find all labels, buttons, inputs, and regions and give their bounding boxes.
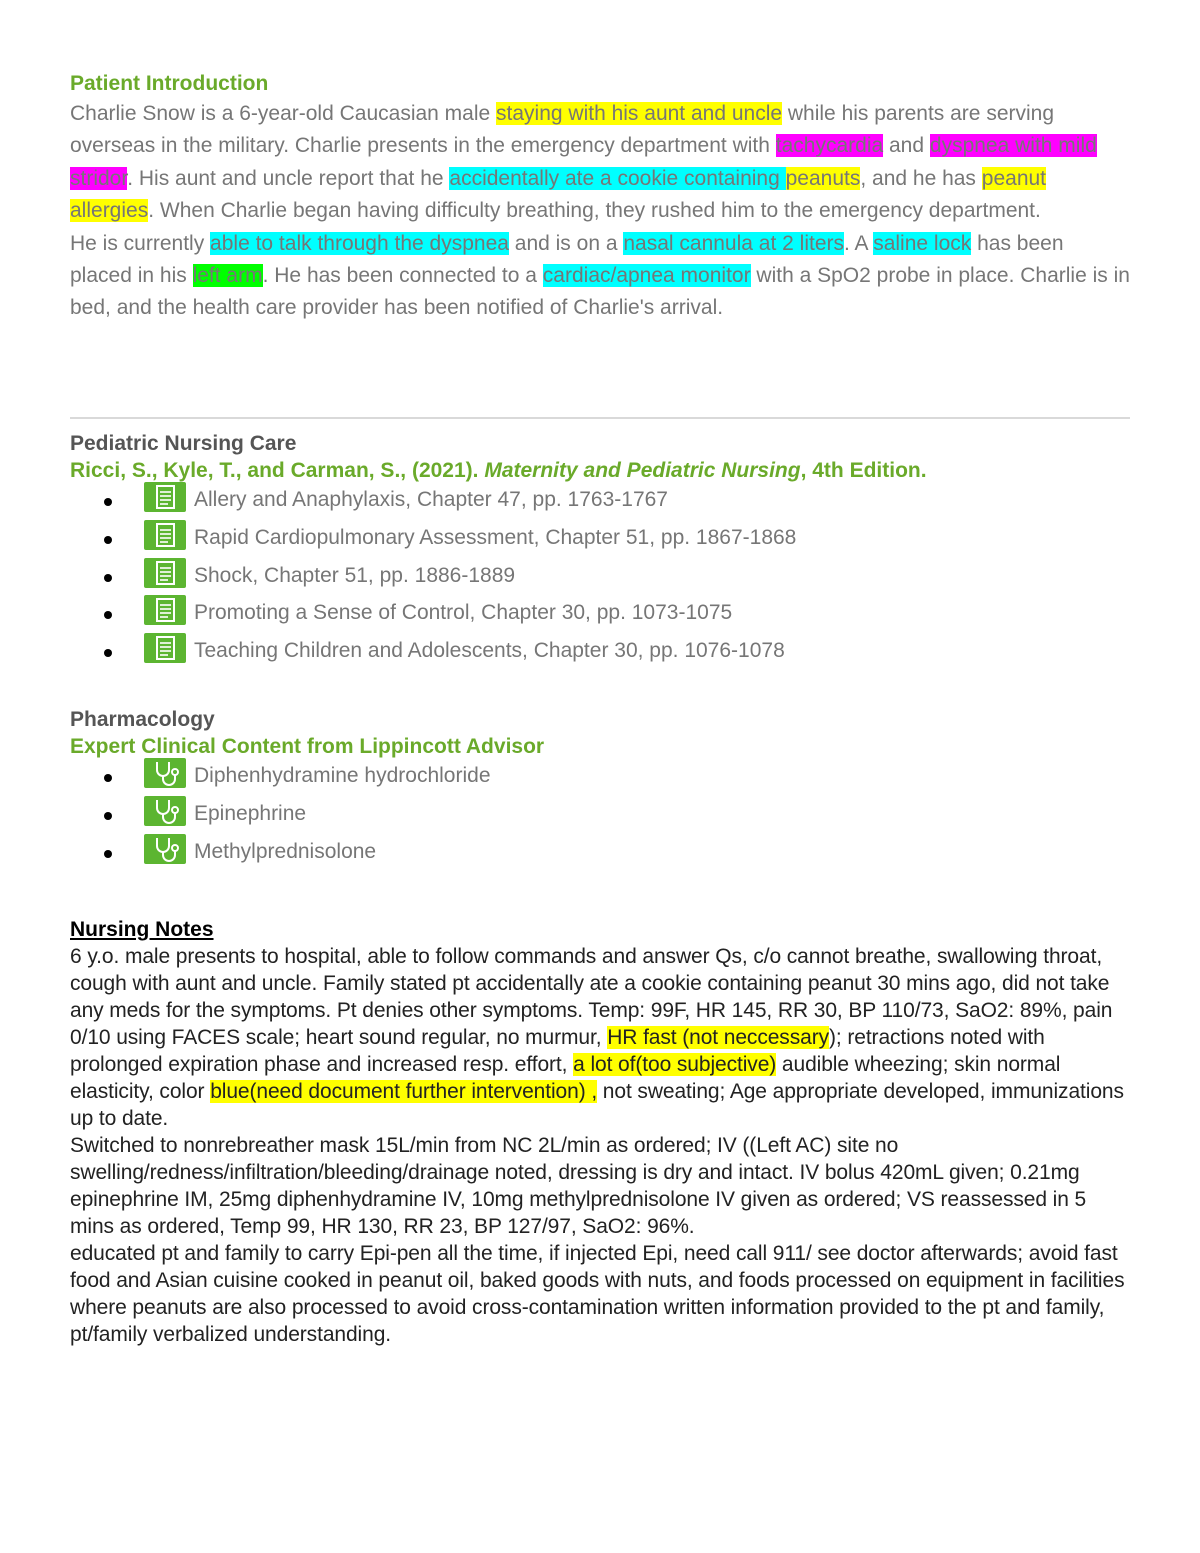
text-run: and is on a	[508, 231, 624, 255]
highlighted-text: cardiac/apnea monitor	[542, 264, 751, 288]
bullet-icon	[104, 850, 112, 858]
text-run: not sweating; Age appropriate developed, immunizations up to date.	[70, 1080, 1124, 1130]
list-item-label[interactable]: Rapid Cardiopulmonary Assessment, Chapter 51, pp. 1867-1868	[194, 525, 797, 549]
nursing-notes-title: Nursing Notes	[70, 918, 214, 941]
document-page	[70, 70, 1130, 325]
text-run: . When Charlie began having difficulty breathing, they rushed him to the emergency department.	[148, 199, 1041, 223]
highlighted-text: peanut allergies	[70, 166, 1047, 223]
text-run: ); retractions noted with prolonged expiration phase and increased resp. effort,	[70, 1026, 1045, 1076]
highlighted-text: a lot of(too subjective)	[573, 1053, 777, 1076]
list-item-label[interactable]: Teaching Children and Adolescents, Chapter 30, pp. 1076-1078	[194, 639, 785, 663]
bullet-icon	[104, 536, 112, 544]
list-item-label[interactable]: Epinephrine	[194, 801, 307, 825]
list-item-label[interactable]: Allery and Anaphylaxis, Chapter 47, pp. 1763-1767	[194, 488, 668, 511]
list-item	[70, 834, 1130, 872]
intro-paragraph-1	[70, 98, 1130, 228]
nursing-care-section	[70, 430, 1130, 484]
list-item	[70, 758, 1130, 796]
document-icon[interactable]	[144, 558, 186, 588]
text-run: 6 y.o. male presents to hospital, able to follow commands and answer Qs, c/o cannot breathe, swallowing throat, cough with aunt and uncle. Family stated pt accidentally ate a cookie containing peanut 30 mins ago, did not take any meds for the symptoms. Pt denies other symptoms. Temp: 99F, HR 145, RR 30, BP 110/73, SaO2: 89%, pain 0/10 using FACES scale; heart sound regular, no murmur,	[70, 945, 1113, 1049]
highlighted-text: staying with his aunt and uncle	[496, 102, 783, 125]
bullet-icon	[104, 812, 112, 820]
highlighted-text: accidentally ate a cookie containing	[449, 166, 786, 190]
document-icon[interactable]	[144, 595, 186, 625]
nursing-notes-paragraph-1	[70, 943, 1130, 1132]
pharmacology-section	[70, 706, 1130, 760]
list-item	[70, 633, 1130, 671]
list-item-label[interactable]: Shock, Chapter 51, pp. 1886-1889	[194, 563, 516, 587]
pharmacology-subtitle: Expert Clinical Content from Lippincott Advisor	[70, 735, 545, 758]
list-item	[70, 595, 1130, 633]
nursing-care-title: Pediatric Nursing Care	[70, 432, 297, 455]
text-run: . He has been connected to a	[262, 264, 543, 288]
stethoscope-icon[interactable]	[144, 796, 186, 826]
text-run: Charlie Snow is a 6-year-old Caucasian male	[70, 102, 497, 125]
list-item	[70, 482, 1130, 520]
bullet-icon	[104, 574, 112, 582]
bullet-icon	[104, 498, 112, 506]
pharmacology-list	[70, 758, 1130, 871]
text-run: while his parents are serving overseas in the military. Charlie presents in the emergency department with	[70, 102, 1055, 158]
document-icon[interactable]	[144, 482, 186, 512]
document-icon[interactable]	[144, 633, 186, 663]
highlighted-text: saline lock	[873, 231, 972, 255]
nursing-notes-section	[70, 917, 1130, 1348]
text-run: . His aunt and uncle report that he	[127, 166, 450, 190]
list-item	[70, 558, 1130, 596]
document-icon[interactable]	[144, 520, 186, 550]
list-item-label[interactable]: Promoting a Sense of Control, Chapter 30, pp. 1073-1075	[194, 601, 733, 625]
section-divider	[70, 417, 1130, 419]
text-run: with a SpO2 probe in place. Charlie is in bed, and the health care provider has been notified of Charlie's arrival.	[70, 264, 1130, 320]
text-run: He is currently	[70, 231, 211, 255]
nursing-notes-paragraph-3: educated pt and family to carry Epi-pen all the time, if injected Epi, need call 911/ see doctor afterwards; avoid fast food and Asian cuisine cooked in peanut oil, baked goods with nuts, and foods processed on equipment in facilities where peanuts are also processed to avoid cross-contamination written information provided to the pt and family, pt/family verbalized understanding.	[70, 1242, 1125, 1346]
text-run: . A	[844, 231, 874, 255]
stethoscope-icon[interactable]	[144, 758, 186, 788]
text-run: has been placed in his	[70, 231, 1064, 288]
stethoscope-icon[interactable]	[144, 834, 186, 864]
nursing-notes-paragraph-2: Switched to nonrebreather mask 15L/min from NC 2L/min as ordered; IV ((Left AC) site no swelling/redness/infiltration/bleeding/drainage noted, dressing is dry and intact. IV bolus 420mL given; 0.21mg epinephrine IM, 25mg diphenhydramine IV, 10mg methylprednisolone IV given as ordered; VS reassessed in 5 mins as ordered, Temp 99, HR 130, RR 23, BP 127/97, SaO2: 96%.	[70, 1134, 1087, 1238]
list-item-label[interactable]: Diphenhydramine hydrochloride	[194, 764, 491, 787]
highlighted-text: dyspnea with mild stridor	[70, 134, 1097, 190]
bullet-icon	[104, 611, 112, 619]
highlighted-text: blue(need document further intervention) ,	[210, 1080, 598, 1103]
textbook-reference: Ricci, S., Kyle, T., and Carman, S., (2021). Maternity and Pediatric Nursing, 4th Edition.	[70, 459, 927, 482]
patient-introduction-heading: Patient Introduction	[70, 72, 269, 95]
text-run: and	[883, 134, 930, 158]
intro-paragraph-2	[70, 228, 1130, 325]
highlighted-text: able to talk through the dyspnea	[210, 231, 509, 255]
highlighted-text: nasal cannula at 2 liters	[623, 231, 844, 255]
bullet-icon	[104, 774, 112, 782]
highlighted-text: left arm	[192, 264, 263, 288]
list-item	[70, 520, 1130, 558]
text-run: , and he has	[860, 166, 982, 190]
highlighted-text: peanuts	[785, 166, 861, 190]
highlighted-text: HR fast (not neccessary	[607, 1026, 829, 1049]
highlighted-text: tachycardia	[775, 134, 884, 158]
pharmacology-title: Pharmacology	[70, 708, 215, 731]
nursing-care-list	[70, 482, 1130, 671]
list-item-label[interactable]: Methylprednisolone	[194, 839, 377, 863]
list-item	[70, 796, 1130, 834]
bullet-icon	[104, 649, 112, 657]
text-run: audible wheezing; skin normal elasticity, color	[70, 1053, 1061, 1103]
